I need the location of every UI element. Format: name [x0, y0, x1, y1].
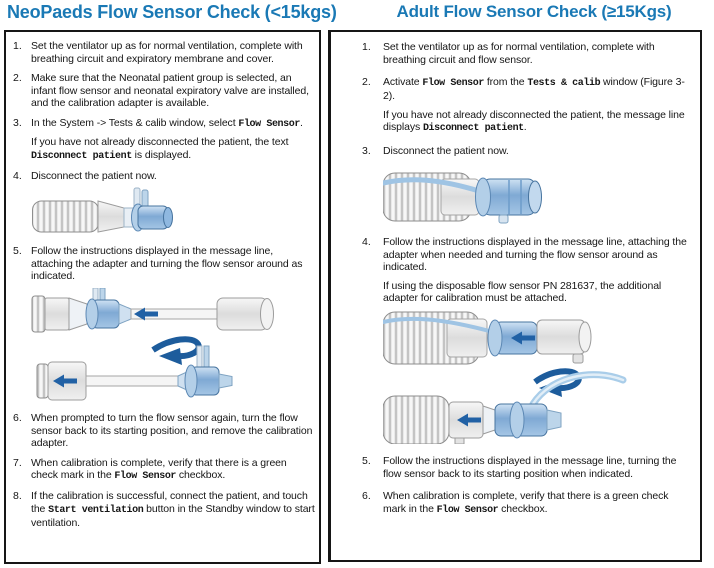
text-segment: Disconnect the patient now.	[383, 145, 509, 158]
step-number: 2.	[13, 72, 22, 85]
text-segment: Follow the instructions displayed in the message line, turning the flow sensor back to its starting position when indicated.	[383, 454, 677, 480]
step-paragraph	[31, 117, 316, 131]
step-body	[31, 40, 316, 65]
instruction-step	[12, 245, 316, 405]
step-number: 5.	[13, 245, 22, 258]
instruction-step	[361, 236, 688, 445]
step-paragraph	[383, 41, 688, 66]
step-body	[31, 490, 316, 529]
inline-code: Disconnect patient	[31, 150, 132, 162]
step-paragraph	[31, 136, 316, 163]
instruction-step	[12, 490, 316, 529]
text-segment: from the	[484, 76, 528, 89]
text-segment: Disconnect the patient now.	[31, 169, 157, 182]
step-number: 1.	[362, 41, 371, 53]
step-number: 3.	[13, 116, 22, 129]
text-segment: In the System -> Tests & calib window, select	[31, 116, 239, 129]
instruction-step	[12, 457, 316, 484]
instruction-step	[361, 41, 688, 66]
instruction-step	[12, 40, 316, 65]
inline-code: Flow Sensor	[114, 471, 177, 483]
text-segment: .	[299, 116, 303, 129]
text-segment: Follow the instructions displayed in the message line, attaching the adapter and turning the flow sensor around as indicated.	[31, 245, 303, 283]
text-segment: When calibration is complete, verify that there is a green check mark in the	[383, 490, 669, 515]
neo-flow-sensor-drawing	[31, 187, 181, 237]
text-segment: When calibration is complete, verify that there is a green check mark in the	[31, 456, 287, 482]
step-body	[31, 170, 316, 239]
text-segment: Set the ventilator up as for normal ventilation, complete with breathing circuit and flow sensor.	[383, 41, 655, 66]
step-body	[31, 457, 316, 484]
text-segment: button in the Standby window to start ventilation.	[31, 502, 315, 529]
instruction-step	[361, 455, 688, 480]
step-body	[31, 72, 316, 110]
text-segment: is displayed.	[131, 148, 192, 161]
instruction-step	[12, 72, 316, 110]
instruction-step	[12, 412, 316, 450]
text-segment: Set the ventilator up as for normal ventilation, complete with breathing circuit and expiratory membrane and cover.	[31, 40, 303, 65]
text-segment: When prompted to turn the flow sensor again, turn the flow sensor back to its starting position, and remove the calibration adapter.	[31, 411, 313, 450]
step-paragraph	[31, 245, 316, 283]
text-segment: checkbox.	[176, 469, 226, 482]
text-segment: If you have not already disconnected the patient, the text	[31, 135, 289, 148]
instruction-step	[12, 170, 316, 239]
adult-flow-sensor-turn-illustration	[383, 310, 688, 444]
inline-code: Flow Sensor	[238, 118, 300, 130]
step-number: 7.	[13, 456, 22, 469]
neo-flow-sensor-illustration	[31, 187, 316, 237]
step-paragraph	[31, 412, 316, 450]
step-body	[383, 76, 688, 135]
text-segment: window (Figure 3-2).	[383, 76, 685, 103]
instruction-step	[361, 490, 688, 517]
step-number: 3.	[362, 145, 371, 158]
step-paragraph	[383, 109, 688, 136]
step-body	[383, 236, 688, 445]
text-segment: Follow the instructions displayed in the message line, attaching the adapter when needed and turning the flow sensor around as indicated.	[383, 235, 687, 274]
neopaeds-instructions-box	[4, 30, 321, 564]
step-paragraph	[31, 490, 316, 529]
adult-flow-sensor-illustration	[383, 163, 688, 225]
step-number: 2.	[362, 76, 371, 89]
text-segment: Activate	[383, 76, 423, 89]
inline-code: Tests & calib	[527, 78, 601, 90]
step-number: 4.	[13, 169, 22, 182]
inline-code: Flow Sensor	[422, 78, 484, 90]
neo-flow-sensor-turn-illustration	[31, 288, 316, 404]
left-column-title: NeoPaeds Flow Sensor Check (<15kgs)	[7, 2, 337, 22]
right-column-title: Adult Flow Sensor Check (≥15Kgs)	[396, 2, 672, 21]
step-body	[31, 245, 316, 405]
instruction-step	[361, 145, 688, 226]
inline-code: Flow Sensor	[436, 504, 499, 516]
text-segment: .	[523, 121, 527, 134]
step-paragraph	[383, 236, 688, 274]
text-segment: If the calibration is successful, connect the patient, and touch the	[31, 490, 308, 515]
step-number: 6.	[13, 411, 22, 424]
adult-instructions-box	[328, 30, 702, 562]
inline-code: Disconnect patient	[422, 123, 524, 135]
step-number: 4.	[362, 235, 371, 248]
step-body	[31, 412, 316, 450]
step-paragraph	[383, 76, 688, 103]
step-paragraph	[383, 280, 688, 305]
step-paragraph	[383, 490, 688, 517]
step-body	[383, 41, 688, 66]
instruction-step	[361, 76, 688, 135]
step-paragraph	[31, 40, 316, 65]
neo-flow-sensor-turn-drawing	[31, 288, 293, 404]
text-segment: If using the disposable flow sensor PN 281637, the additional adapter for calibration must be attached.	[383, 279, 662, 305]
step-number: 5.	[362, 454, 371, 467]
step-body	[383, 145, 688, 226]
step-paragraph	[383, 145, 688, 158]
step-paragraph	[383, 455, 688, 480]
step-body	[31, 117, 316, 163]
step-body	[383, 490, 688, 517]
step-number: 8.	[13, 490, 22, 503]
step-paragraph	[31, 72, 316, 110]
text-segment: Make sure that the Neonatal patient group is selected, an infant flow sensor and neonatal expiratory valve are installed, and the calibration adapter is available.	[31, 72, 309, 110]
step-number: 1.	[13, 40, 22, 52]
instruction-step	[12, 117, 316, 163]
inline-code: Start ventilation	[48, 504, 144, 516]
step-body	[383, 455, 688, 480]
step-paragraph	[31, 457, 316, 484]
text-segment: If you have not already disconnected the patient, the message line displays	[383, 108, 685, 134]
step-paragraph	[31, 170, 316, 183]
adult-flow-sensor-drawing	[383, 163, 551, 225]
adult-flow-sensor-turn-drawing	[383, 310, 671, 444]
text-segment: checkbox.	[498, 502, 548, 515]
step-number: 6.	[362, 490, 371, 503]
